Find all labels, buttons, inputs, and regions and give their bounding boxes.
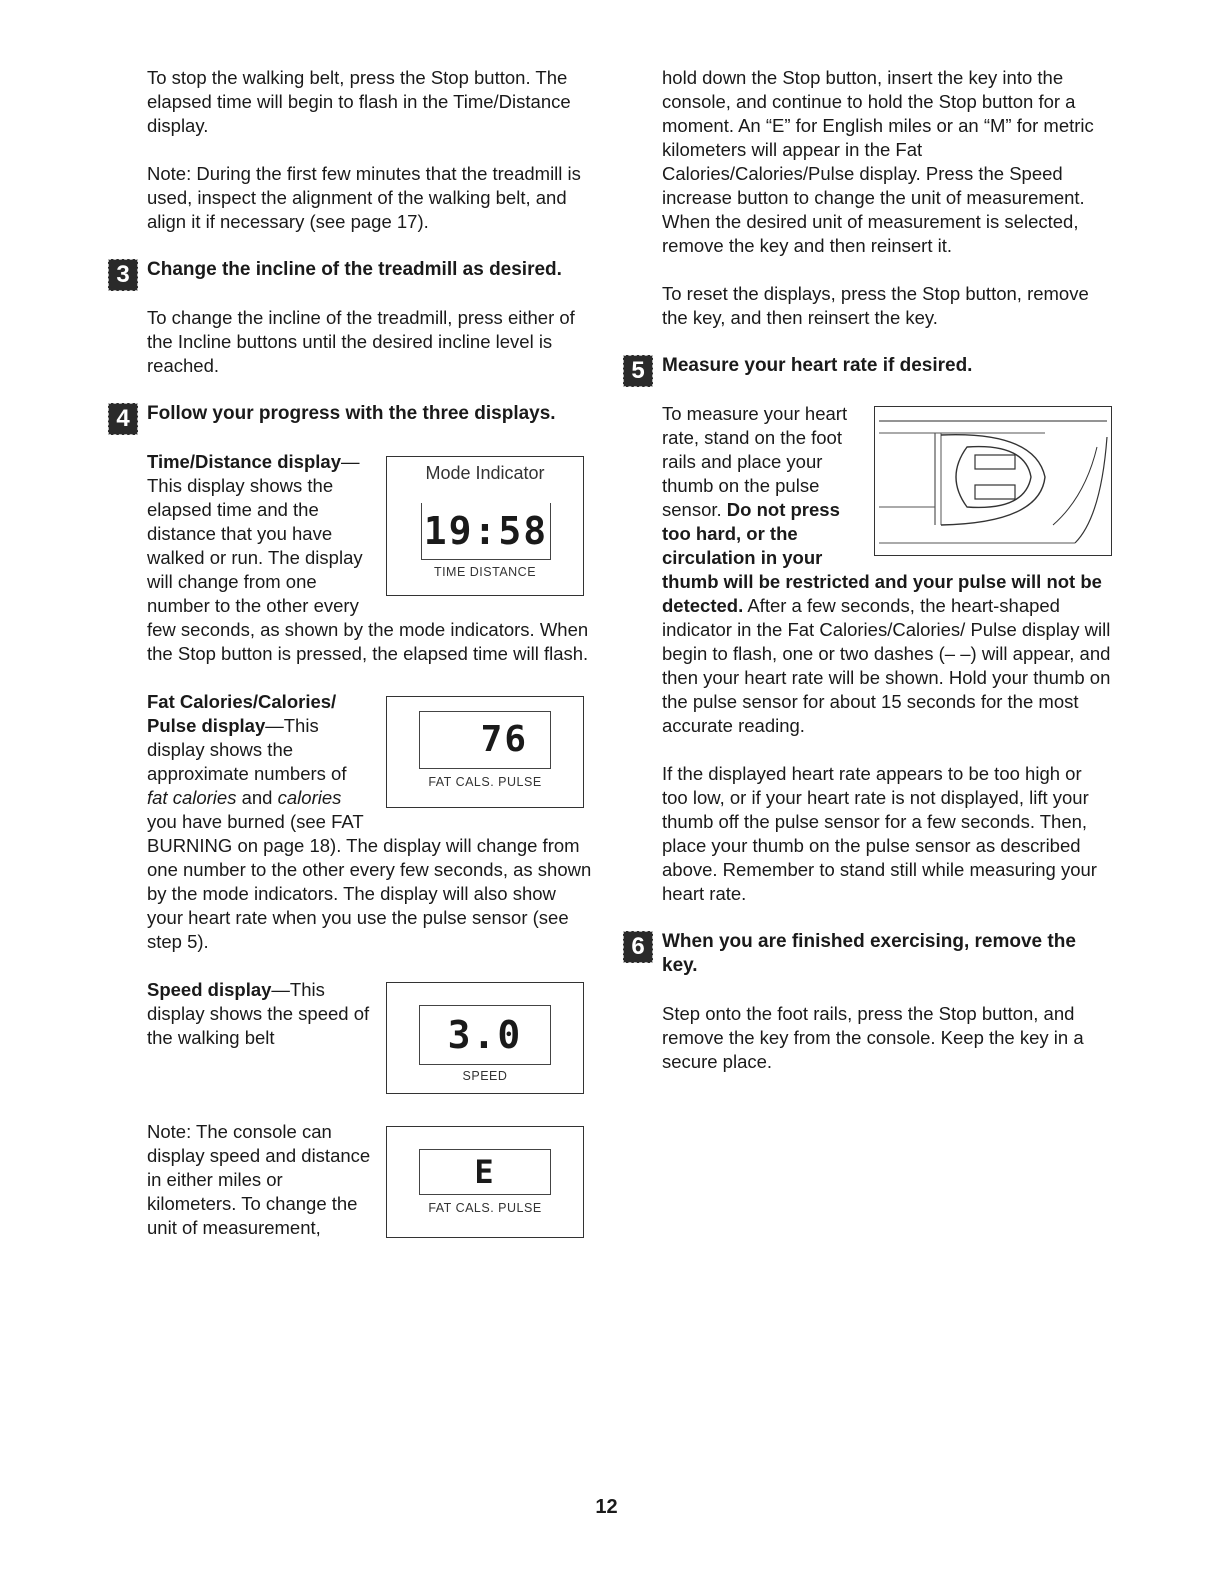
step-4-title: Follow your progress with the three displays. xyxy=(147,403,556,424)
step-3 xyxy=(116,258,592,378)
step-5-body-troubleshoot: If the displayed heart rate appears to be too high or too low, or if your heart rate is not displayed, lift your thumb off the pulse sensor for a few seconds. Then, place your thumb on the pulse sensor as described above. Remember to stand still while measuring your heart rate. xyxy=(662,763,1097,904)
time-distance-body: —This display shows the elapsed time and the distance that you have walked or run. The display will change from one number to the other every few seconds, as shown by the mode indicators. When the Stop button is pressed, the elapsed time will flash. xyxy=(147,451,589,664)
step-5-number-badge: 5 xyxy=(623,355,653,387)
calories-body-part: —This display shows the approximate numbers of xyxy=(147,715,347,784)
step-3-number-badge: 3 xyxy=(108,259,138,291)
step-6-body: Step onto the foot rails, press the Stop button, and remove the key from the console. Keep the key in a secure place. xyxy=(662,1003,1084,1072)
calories-section xyxy=(147,690,592,954)
units-note-section xyxy=(147,1120,592,1240)
units-display-figure xyxy=(386,1126,584,1238)
step-4 xyxy=(116,402,592,1240)
right-column xyxy=(631,66,1112,1098)
speed-body: —This display shows the speed of the walking belt xyxy=(147,979,370,1048)
speed-heading: Speed display xyxy=(147,979,272,1000)
calories-digits: 76 xyxy=(480,719,528,760)
paragraph-alignment-note: Note: During the first few minutes that the treadmill is used, inspect the alignment of the walking belt, and align it if necessary (see page 17). xyxy=(147,163,581,232)
step-6-title: When you are finished exercising, remove the key. xyxy=(662,931,1076,976)
time-distance-heading: Time/Distance display xyxy=(147,451,341,472)
lcd-window xyxy=(419,1005,551,1065)
calories-mode-labels: FAT CALS. PULSE xyxy=(428,775,542,789)
pulse-sensor-figure xyxy=(874,406,1112,556)
paragraph-unit-change: hold down the Stop button, insert the key into the console, and continue to hold the Stop button for a moment. An “E” for English miles or an “M” for metric kilometers will appear in the Fat Calories/Calories/Pulse display. Press the Speed increase button to change the unit of measurement. When the desired unit of measurement is selected, remove the key and then reinsert it. xyxy=(662,67,1094,256)
step-6 xyxy=(631,930,1112,1074)
calories-body-part: and xyxy=(236,787,278,808)
step-5-body-part: After a few seconds, the heart-shaped indicator in the Fat Calories/Calories/ Pulse display will begin to flash, one or two dashes (– –) will appear, and then your heart rate will be shown. Hold your thumb on the pulse sensor for about 15 seconds for the most accurate reading. xyxy=(662,595,1111,736)
units-note-text: Note: The console can display speed and distance in either miles or kilometers. To change the unit of measurement, xyxy=(147,1121,371,1238)
calories-display-figure xyxy=(386,696,584,808)
calories-heading: Fat Calories/Calories/ Pulse display xyxy=(147,691,337,736)
step-5-body-part: To measure your heart rate, stand on the foot rails and place your thumb on the pulse sensor. xyxy=(662,403,848,520)
page-number: 12 xyxy=(595,1496,618,1518)
step-4-number-badge: 4 xyxy=(108,403,138,435)
lcd-window xyxy=(419,1149,551,1195)
paragraph-stop-belt: To stop the walking belt, press the Stop button. The elapsed time will begin to flash in the Time/Distance display. xyxy=(147,67,571,136)
step-3-title: Change the incline of the treadmill as desired. xyxy=(147,259,562,280)
step-5 xyxy=(631,354,1112,906)
units-digits: E xyxy=(474,1153,496,1191)
calories-emphasis: calories xyxy=(277,787,342,808)
step-6-number-badge: 6 xyxy=(623,931,653,963)
speed-display-figure xyxy=(386,982,584,1094)
left-column xyxy=(116,66,592,1264)
step-5-title: Measure your heart rate if desired. xyxy=(662,355,973,376)
time-distance-display-figure xyxy=(386,456,584,596)
lcd-window xyxy=(421,503,551,560)
pulse-sensor-illustration xyxy=(875,407,1111,555)
step-3-body: To change the incline of the treadmill, press either of the Incline buttons until the desired incline level is reached. xyxy=(147,307,575,376)
paragraph-reset: To reset the displays, press the Stop button, remove the key, and then reinsert the key. xyxy=(662,283,1089,328)
time-distance-mode-labels: TIME DISTANCE xyxy=(433,565,537,579)
fat-calories-emphasis: fat calories xyxy=(147,787,237,808)
speed-section xyxy=(147,978,592,1096)
time-distance-digits: 19:58 xyxy=(423,509,549,553)
units-mode-labels: FAT CALS. PULSE xyxy=(428,1201,542,1215)
speed-digits: 3.0 xyxy=(447,1013,523,1057)
time-distance-section xyxy=(147,450,592,666)
calories-body-part: you have burned (see FAT BURNING on page 18). The display will change from one number to the other every few seconds, as shown by the mode indicators. The display will also show your heart rate when you use the pulse sensor (see step 5). xyxy=(147,811,592,952)
mode-indicator-label: Mode Indicator xyxy=(425,463,545,483)
lcd-window xyxy=(419,711,551,769)
step-5-warning: Do not press too hard, or the circulation in your thumb will be restricted and your pulse will not be detected. xyxy=(662,499,1102,616)
speed-mode-label: SPEED xyxy=(462,1069,508,1083)
